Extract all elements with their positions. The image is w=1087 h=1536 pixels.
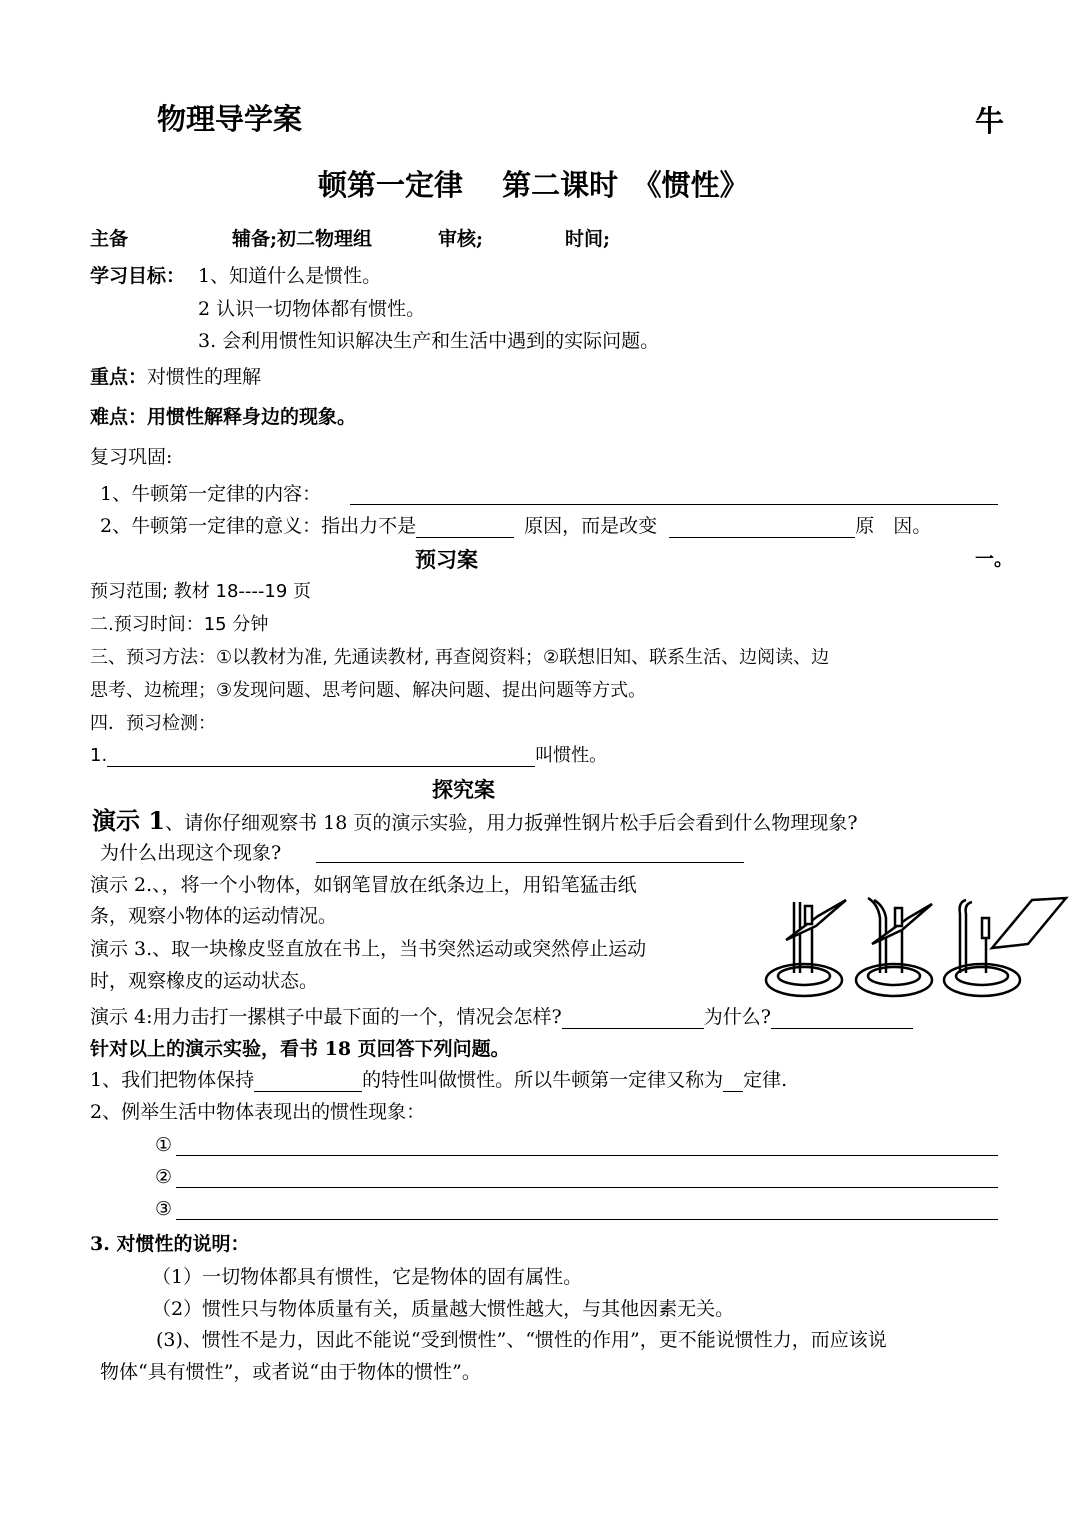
example-marker: ②	[155, 1166, 173, 1188]
demo1-text: 、请你仔细观察书 18 页的演示实验，用力扳弹性钢片松手后会看到什么物理现象?	[165, 812, 858, 834]
goal-item: 3. 会利用惯性知识解决生产和生活中遇到的实际问题。	[198, 330, 660, 352]
demo2-line1: 演示 2.、，将一个小物体，如钢笔冒放在纸条边上，用铅笔猛击纸	[90, 874, 637, 896]
review-q2-blank-2[interactable]	[669, 517, 855, 538]
review-q2-a: 2、牛顿第一定律的意义：指出力不是	[100, 515, 417, 537]
explore-q1-blank-1[interactable]	[254, 1071, 362, 1092]
demo4-question: 演示 4:用力击打一摞棋子中最下面的一个，情况会怎样?	[90, 1006, 562, 1028]
demo1-label: 演示 1	[92, 806, 166, 835]
goal-item: 1、知道什么是惯性。	[198, 265, 382, 287]
explore-q2: 2、例举生活中物体表现出的惯性现象：	[90, 1101, 426, 1123]
key-point-label: 重点：	[90, 366, 148, 388]
meta-main: 主备	[90, 228, 129, 250]
elastic-steel-demo-figure	[760, 888, 1072, 1010]
example-blank[interactable]	[176, 1187, 998, 1188]
difficulty-label: 难点：	[90, 406, 148, 428]
demo2-line2: 条，观察小物体的运动情况。	[90, 905, 338, 927]
preview-q1-num: 1.	[90, 745, 108, 766]
demo1-question: 为什么出现这个现象?	[100, 842, 282, 864]
goals-label: 学习目标：	[90, 265, 186, 287]
stand-base-top	[778, 967, 830, 985]
preview-method-1: 三、预习方法：①以教材为准, 先通读教材, 再查阅资料；②联想旧知、联系生活、边阅读、边	[90, 647, 830, 668]
preview-time: 二.预习时间：15 分钟	[90, 614, 269, 635]
explore-heading: 探究案	[432, 777, 495, 802]
example-blank[interactable]	[176, 1219, 998, 1220]
review-q2-blank-1[interactable]	[416, 517, 514, 538]
demo1-blank[interactable]	[316, 862, 744, 863]
explore-instruction: 针对以上的演示实验，看书 18 页回答下列问题。	[90, 1038, 510, 1060]
review-q2-c: 原 因。	[855, 515, 932, 537]
doc-title: 物理导学案	[157, 102, 303, 136]
preview-q1	[90, 745, 607, 767]
inertia-note-3a: (3)、惯性不是力，因此不能说“受到惯性”、“惯性的作用”，更不能说惯性力，而应该说	[156, 1329, 887, 1351]
demo1	[92, 807, 858, 836]
explore-q1-c: 定律.	[743, 1069, 788, 1091]
inertia-note-1: （1）一切物体都具有惯性，它是物体的固有属性。	[152, 1266, 583, 1288]
inertia-note-3b: 物体“具有惯性”，或者说“由于物体的惯性”。	[100, 1361, 481, 1383]
difficulty	[90, 406, 356, 429]
preview-q1-tail: 叫惯性。	[535, 745, 608, 766]
small-object	[805, 906, 812, 924]
preview-heading-tail: 一。	[975, 548, 1014, 570]
demo4-why: 为什么?	[703, 1006, 771, 1028]
example-marker: ①	[155, 1134, 173, 1156]
key-point	[90, 366, 261, 389]
demo3-line2: 时，观察橡皮的运动状态。	[90, 970, 319, 992]
example-marker: ③	[155, 1198, 173, 1220]
review-heading: 复习巩固:	[90, 446, 173, 468]
preview-heading: 预习案	[415, 547, 478, 572]
preview-check: 四．预习检测：	[90, 713, 216, 734]
review-q2	[100, 515, 931, 538]
example-blank[interactable]	[176, 1155, 998, 1156]
review-q1: 1、牛顿第一定律的内容：	[100, 483, 322, 505]
meta-review: 审核;	[438, 228, 484, 250]
difficulty-text: 用惯性解释身边的现象。	[147, 406, 357, 428]
preview-q1-blank[interactable]	[107, 746, 535, 767]
key-point-text: 对惯性的理解	[147, 366, 262, 388]
meta-assist: 辅备;初二物理组	[232, 228, 373, 250]
goal-item: 2 认识一切物体都有惯性。	[198, 298, 426, 320]
demo3-line1: 演示 3.、取一块橡皮竖直放在书上，当书突然运动或突然停止运动	[90, 938, 647, 960]
meta-time: 时间;	[565, 228, 611, 250]
inertia-notes-heading: 3. 对惯性的说明：	[90, 1233, 250, 1255]
doc-title-tail: 牛	[975, 104, 1005, 138]
demo4	[90, 1006, 913, 1029]
explore-q1-a: 1、我们把物体保持	[90, 1069, 255, 1091]
preview-method-2: 思考、边梳理；③发现问题、思考问题、解决问题、提出问题等方式。	[90, 680, 647, 701]
review-q2-b: 原因，而是改变	[524, 515, 658, 537]
explore-q1	[90, 1069, 787, 1092]
demo4-blank-2[interactable]	[771, 1008, 913, 1029]
doc-subtitle: 顿第一定律 第二课时 《惯性》	[318, 168, 749, 202]
inertia-note-2: （2）惯性只与物体质量有关，质量越大惯性越大，与其他因素无关。	[152, 1298, 735, 1320]
explore-q1-b: 的特性叫做惯性。所以牛顿第一定律又称为	[362, 1069, 724, 1091]
explore-q1-blank-2[interactable]	[723, 1071, 743, 1092]
preview-range: 预习范围; 教材 18----19 页	[90, 581, 312, 602]
review-q1-blank[interactable]	[350, 504, 998, 505]
demo4-blank-1[interactable]	[562, 1008, 704, 1029]
